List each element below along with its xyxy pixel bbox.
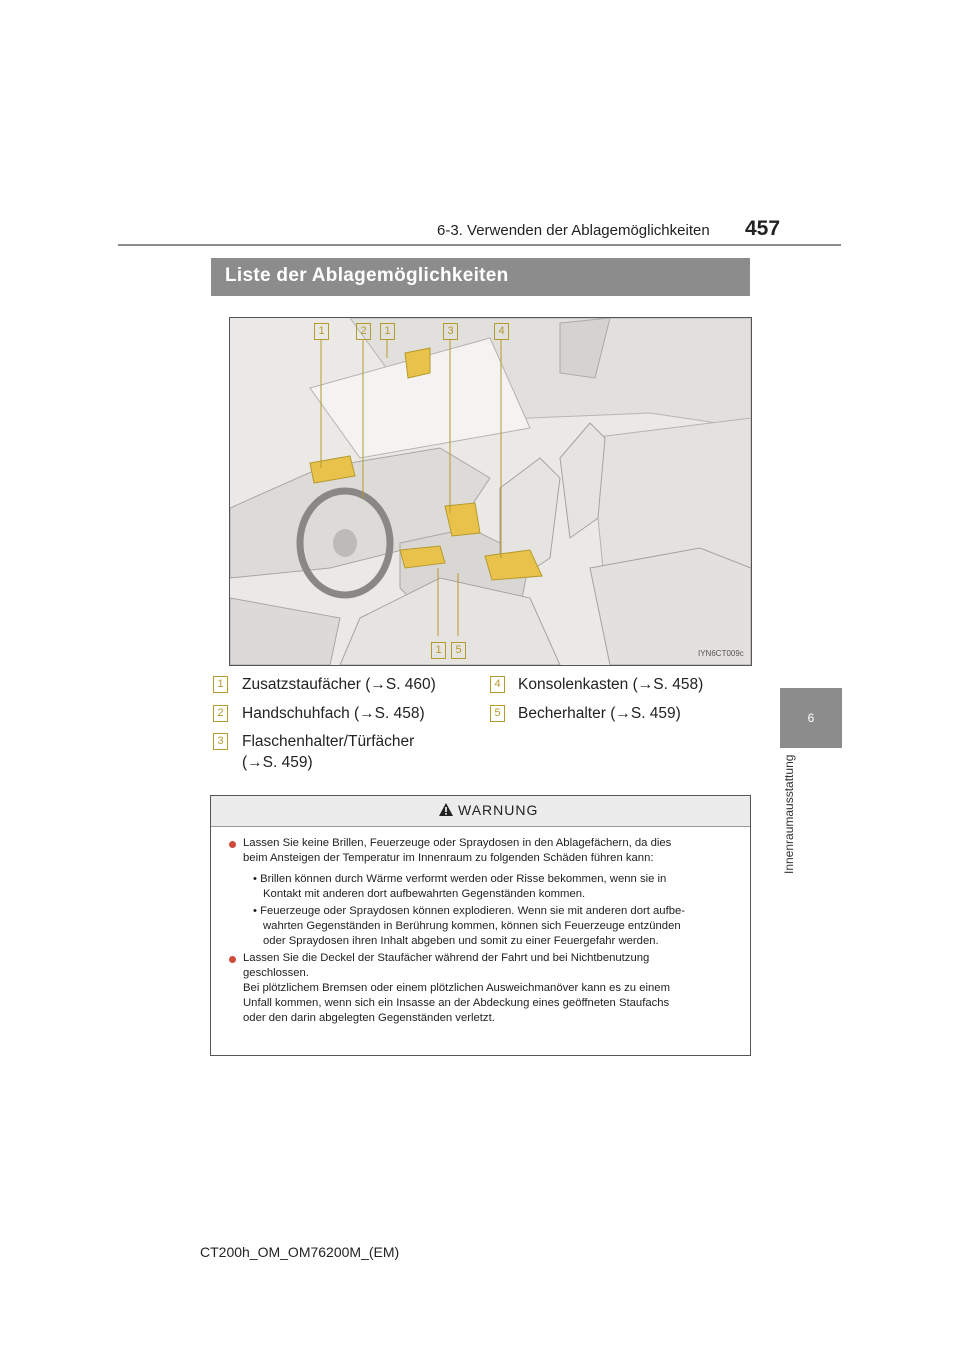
warning-p2-line1: Lassen Sie die Deckel der Staufächer während der Fahrt und bei Nichtbenutzung xyxy=(243,952,650,964)
callout-2: 2 xyxy=(356,323,371,340)
warning-s2-line3: oder Spraydosen ihren Inhalt abgeben und somit zu einer Feuergefahr werden. xyxy=(263,935,659,947)
warning-p1-line1: Lassen Sie keine Brillen, Feuerzeuge oder Spraydosen in den Ablagefächern, da dies xyxy=(243,837,672,849)
chapter-tab-label: Innenraumausstattung xyxy=(782,755,796,875)
legend-num-2: 2 xyxy=(213,705,228,722)
legend-num-4: 4 xyxy=(490,676,505,693)
page-number: 457 xyxy=(745,217,781,240)
warning-s2-line1: • Feuerzeuge oder Spraydosen können explodieren. Wenn sie mit anderen dort aufbe- xyxy=(253,905,686,917)
legend-item-1: Zusatzstaufächer (→S. 460) xyxy=(242,676,436,693)
callout-1a: 1 xyxy=(314,323,329,340)
interior-illustration xyxy=(229,317,752,666)
legend-item-3: Flaschenhalter/Türfächer xyxy=(242,733,415,750)
warning-s1-line2: Kontakt mit anderen dort aufbewahrten Gegenständen kommen. xyxy=(263,888,586,900)
warning-box xyxy=(210,795,751,1056)
bullet-icon xyxy=(229,956,236,963)
callout-5: 5 xyxy=(451,642,466,659)
figure-code: IYN6CT009c xyxy=(698,649,744,658)
running-header-title: 6-3. Verwenden der Ablagemöglichkeiten xyxy=(437,222,710,239)
callout-3: 3 xyxy=(443,323,458,340)
callout-4: 4 xyxy=(494,323,509,340)
callout-1c: 1 xyxy=(431,642,446,659)
callout-1b: 1 xyxy=(380,323,395,340)
bullet-icon xyxy=(229,841,236,848)
warning-triangle-icon xyxy=(438,802,454,817)
warning-title: WARNUNG xyxy=(458,802,539,818)
warning-p2-line3: Bei plötzlichem Bremsen oder einem plötzlichen Ausweichmanöver kann es zu einem xyxy=(243,982,670,994)
section-heading: Liste der Ablagemöglichkeiten xyxy=(225,265,509,286)
warning-s1-line1: • Brillen können durch Wärme verformt werden oder Risse bekommen, wenn sie in xyxy=(253,873,667,885)
legend-item-2: Handschuhfach (→S. 458) xyxy=(242,705,425,722)
warning-p2-line5: oder den darin abgelegten Gegenständen verletzt. xyxy=(243,1012,495,1024)
warning-p1-line2: beim Ansteigen der Temperatur im Innenraum zu folgenden Schäden führen kann: xyxy=(243,852,654,864)
section-heading-bar xyxy=(211,258,750,296)
warning-header xyxy=(211,796,750,827)
footer-code: CT200h_OM_OM76200M_(EM) xyxy=(200,1244,400,1260)
warning-p2-line4: Unfall kommen, wenn sich ein Insasse an der Abdeckung eines geöffneten Staufachs xyxy=(243,997,670,1009)
legend-item-5: Becherhalter (→S. 459) xyxy=(518,705,681,722)
interior-drawing xyxy=(230,318,751,665)
legend-item-4: Konsolenkasten (→S. 458) xyxy=(518,676,704,693)
legend-num-5: 5 xyxy=(490,705,505,722)
legend-num-3: 3 xyxy=(213,733,228,750)
legend-item-3-ref: (→S. 459) xyxy=(242,754,313,771)
legend-num-1: 1 xyxy=(213,676,228,693)
warning-s2-line2: wahrten Gegenständen in Berührung kommen, können sich Feuerzeuge entzünden xyxy=(263,920,681,932)
chapter-tab: 6 xyxy=(780,688,842,748)
warning-p2-line2: geschlossen. xyxy=(243,967,309,979)
header-rule xyxy=(118,244,841,246)
